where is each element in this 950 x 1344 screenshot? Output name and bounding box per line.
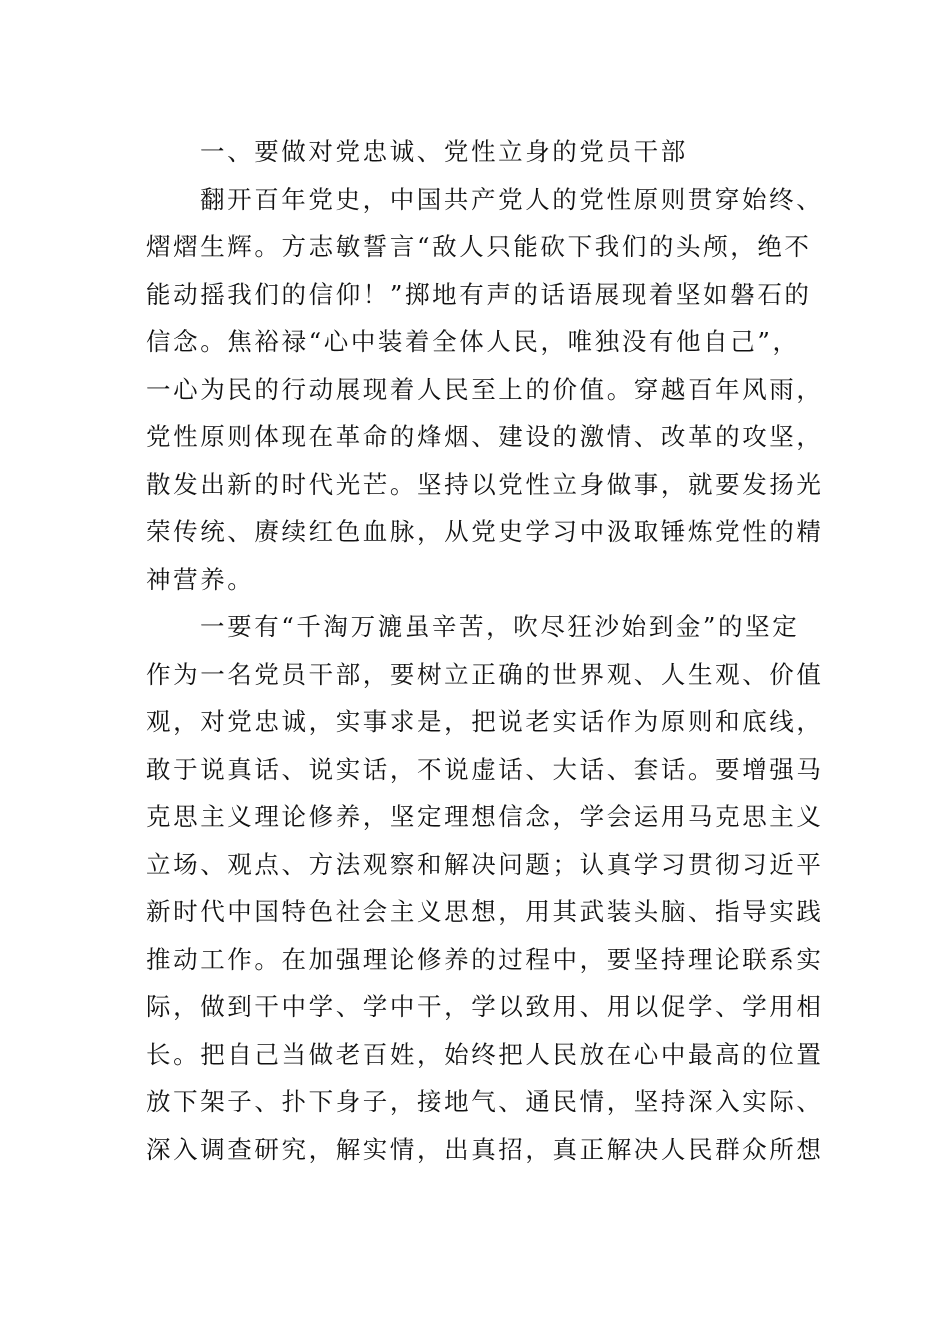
paragraph-line: 观，对党忠诚，实事求是，把说老实话作为原则和底线，	[146, 707, 824, 736]
paragraph-line: 翻开百年党史，中国共产党人的党性原则贯穿始终、	[200, 184, 824, 214]
paragraph-line: 一心为民的行动展现着人民至上的价值。穿越百年风雨，	[146, 374, 824, 404]
paragraph-line: 信念。焦裕禄“心中装着全体人民，唯独没有他自己”，	[146, 327, 800, 356]
paragraph-line: 推动工作。在加强理论修养的过程中，要坚持理论联系实	[146, 944, 824, 974]
document-body	[146, 128, 824, 1173]
paragraph-line: 党性原则体现在革命的烽烟、建设的激情、改革的攻坚，	[146, 422, 824, 451]
paragraph-line: 放下架子、扑下身子，接地气、通民情，坚持深入实际、	[146, 1087, 824, 1116]
paragraph-line: 熠熠生辉。方志敏誓言“敌人只能砍下我们的头颅，绝不	[146, 232, 812, 261]
paragraph-line: 荣传统、赓续红色血脉，从党史学习中汲取锤炼党性的精	[146, 517, 824, 546]
paragraph-line: 一要有“千淘万漉虽辛苦，吹尽狂沙始到金”的坚定	[200, 612, 800, 641]
paragraph-1	[146, 176, 824, 604]
section-heading: 一、要做对党忠诚、党性立身的党员干部	[200, 137, 688, 166]
paragraph-line: 神营养。	[146, 564, 255, 594]
paragraph-line: 作为一名党员干部，要树立正确的世界观、人生观、价值	[146, 659, 824, 689]
paragraph-line: 际，做到干中学、学中干，学以致用、用以促学、学用相	[146, 992, 824, 1021]
paragraph-line: 深入调查研究，解实情，出真招，真正解决人民群众所想	[146, 1134, 824, 1164]
paragraph-2	[146, 603, 824, 1173]
paragraph-line: 克思主义理论修养，坚定理想信念，学会运用马克思主义	[146, 802, 824, 831]
paragraph-line: 长。把自己当做老百姓，始终把人民放在心中最高的位置	[146, 1039, 824, 1069]
paragraph-line: 散发出新的时代光芒。坚持以党性立身做事，就要发扬光	[146, 469, 824, 499]
paragraph-line: 敢于说真话、说实话，不说虚话、大话、套话。要增强马	[146, 754, 824, 784]
paragraph-line: 能动摇我们的信仰！”掷地有声的话语展现着坚如磐石的	[146, 279, 812, 309]
paragraph-line: 新时代中国特色社会主义思想，用其武装头脑、指导实践	[146, 897, 824, 926]
paragraph-line: 立场、观点、方法观察和解决问题；认真学习贯彻习近平	[146, 849, 824, 879]
